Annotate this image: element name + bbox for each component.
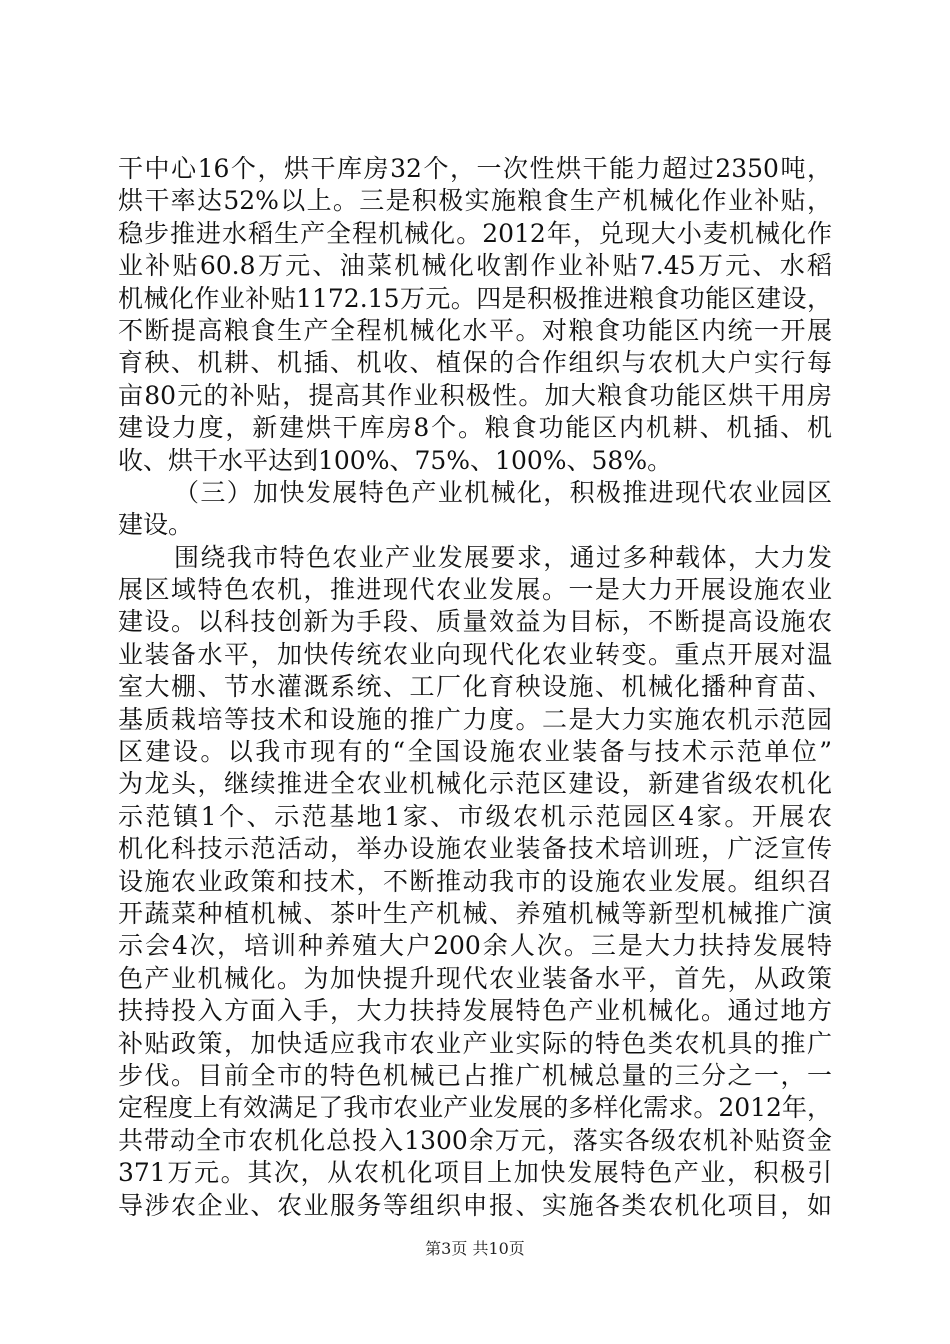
text-line: 室大棚、节水灌溉系统、工厂化育秧设施、机械化播种育苗、: [118, 672, 832, 702]
text-line: 基质栽培等技术和设施的推广力度。二是大力实施农机示范园: [118, 704, 832, 734]
text-line: 烘干率达52%以上。三是积极实施粮食生产机械化作业补贴，: [118, 186, 832, 216]
text-line: 稳步推进水稻生产全程机械化。2012年，兑现大小麦机械化作: [118, 218, 832, 248]
text-line: 展区域特色农机，推进现代农业发展。一是大力开展设施农业: [118, 575, 832, 605]
text-line: 建设。以科技创新为手段、质量效益为目标，不断提高设施农: [118, 607, 832, 637]
text-line: 不断提高粮食生产全程机械化水平。对粮食功能区内统一开展: [118, 315, 832, 345]
body-text: [118, 153, 832, 1222]
text-line: 为龙头，继续推进全农业机械化示范区建设，新建省级农机化: [118, 769, 832, 799]
text-line: 亩80元的补贴，提高其作业积极性。加大粮食功能区烘干用房: [118, 380, 832, 410]
page-footer: 第3页 共10页: [425, 1239, 525, 1258]
text-line: 区建设。以我市现有的“全国设施农业装备与技术示范单位”: [118, 737, 832, 767]
text-line: 色产业机械化。为加快提升现代农业装备水平，首先，从政策: [118, 963, 832, 993]
text-line: 扶持投入方面入手，大力扶持发展特色产业机械化。通过地方: [118, 996, 832, 1026]
text-line: 育秧、机耕、机插、机收、植保的合作组织与农机大户实行每: [118, 348, 832, 378]
text-line: 导涉农企业、农业服务等组织申报、实施各类农机化项目，如: [118, 1190, 832, 1220]
text-line: 定程度上有效满足了我市农业产业发展的多样化需求。2012年，: [118, 1093, 832, 1123]
text-line: 建设力度，新建烘干库房8个。粮食功能区内机耕、机插、机: [118, 413, 832, 443]
text-line: 共带动全市农机化总投入1300余万元，落实各级农机补贴资金: [118, 1125, 832, 1155]
text-line: 收、烘干水平达到100%、75%、100%、58%。: [118, 445, 673, 475]
text-line: 步伐。目前全市的特色机械已占推广机械总量的三分之一，一: [118, 1060, 832, 1090]
text-line: 开蔬菜种植机械、茶叶生产机械、养殖机械等新型机械推广演: [118, 898, 832, 928]
text-line: 业补贴60.8万元、油菜机械化收割作业补贴7.45万元、水稻: [118, 251, 832, 281]
text-line: 围绕我市特色农业产业发展要求，通过多种载体，大力发: [174, 542, 832, 572]
text-line: 干中心16个，烘干库房32个，一次性烘干能力超过2350吨，: [118, 154, 832, 183]
text-line: （三）加快发展特色产业机械化，积极推进现代农业园区: [174, 477, 832, 507]
text-line: 机化科技示范活动，举办设施农业装备技术培训班，广泛宣传: [118, 834, 832, 864]
text-line: 371万元。其次，从农机化项目上加快发展特色产业，积极引: [118, 1158, 832, 1188]
text-line: 示会4次，培训种养殖大户200余人次。三是大力扶持发展特: [118, 931, 832, 961]
text-line: 机械化作业补贴1172.15万元。四是积极推进粮食功能区建设，: [118, 283, 832, 313]
text-line: 建设。: [118, 510, 194, 540]
text-line: 示范镇1个、示范基地1家、市级农机示范园区4家。开展农: [118, 801, 832, 831]
text-line: 设施农业政策和技术，不断推动我市的设施农业发展。组织召: [118, 866, 832, 896]
text-line: 补贴政策，加快适应我市农业产业实际的特色类农机具的推广: [118, 1028, 832, 1058]
text-line: 业装备水平，加快传统农业向现代化农业转变。重点开展对温: [118, 639, 832, 669]
